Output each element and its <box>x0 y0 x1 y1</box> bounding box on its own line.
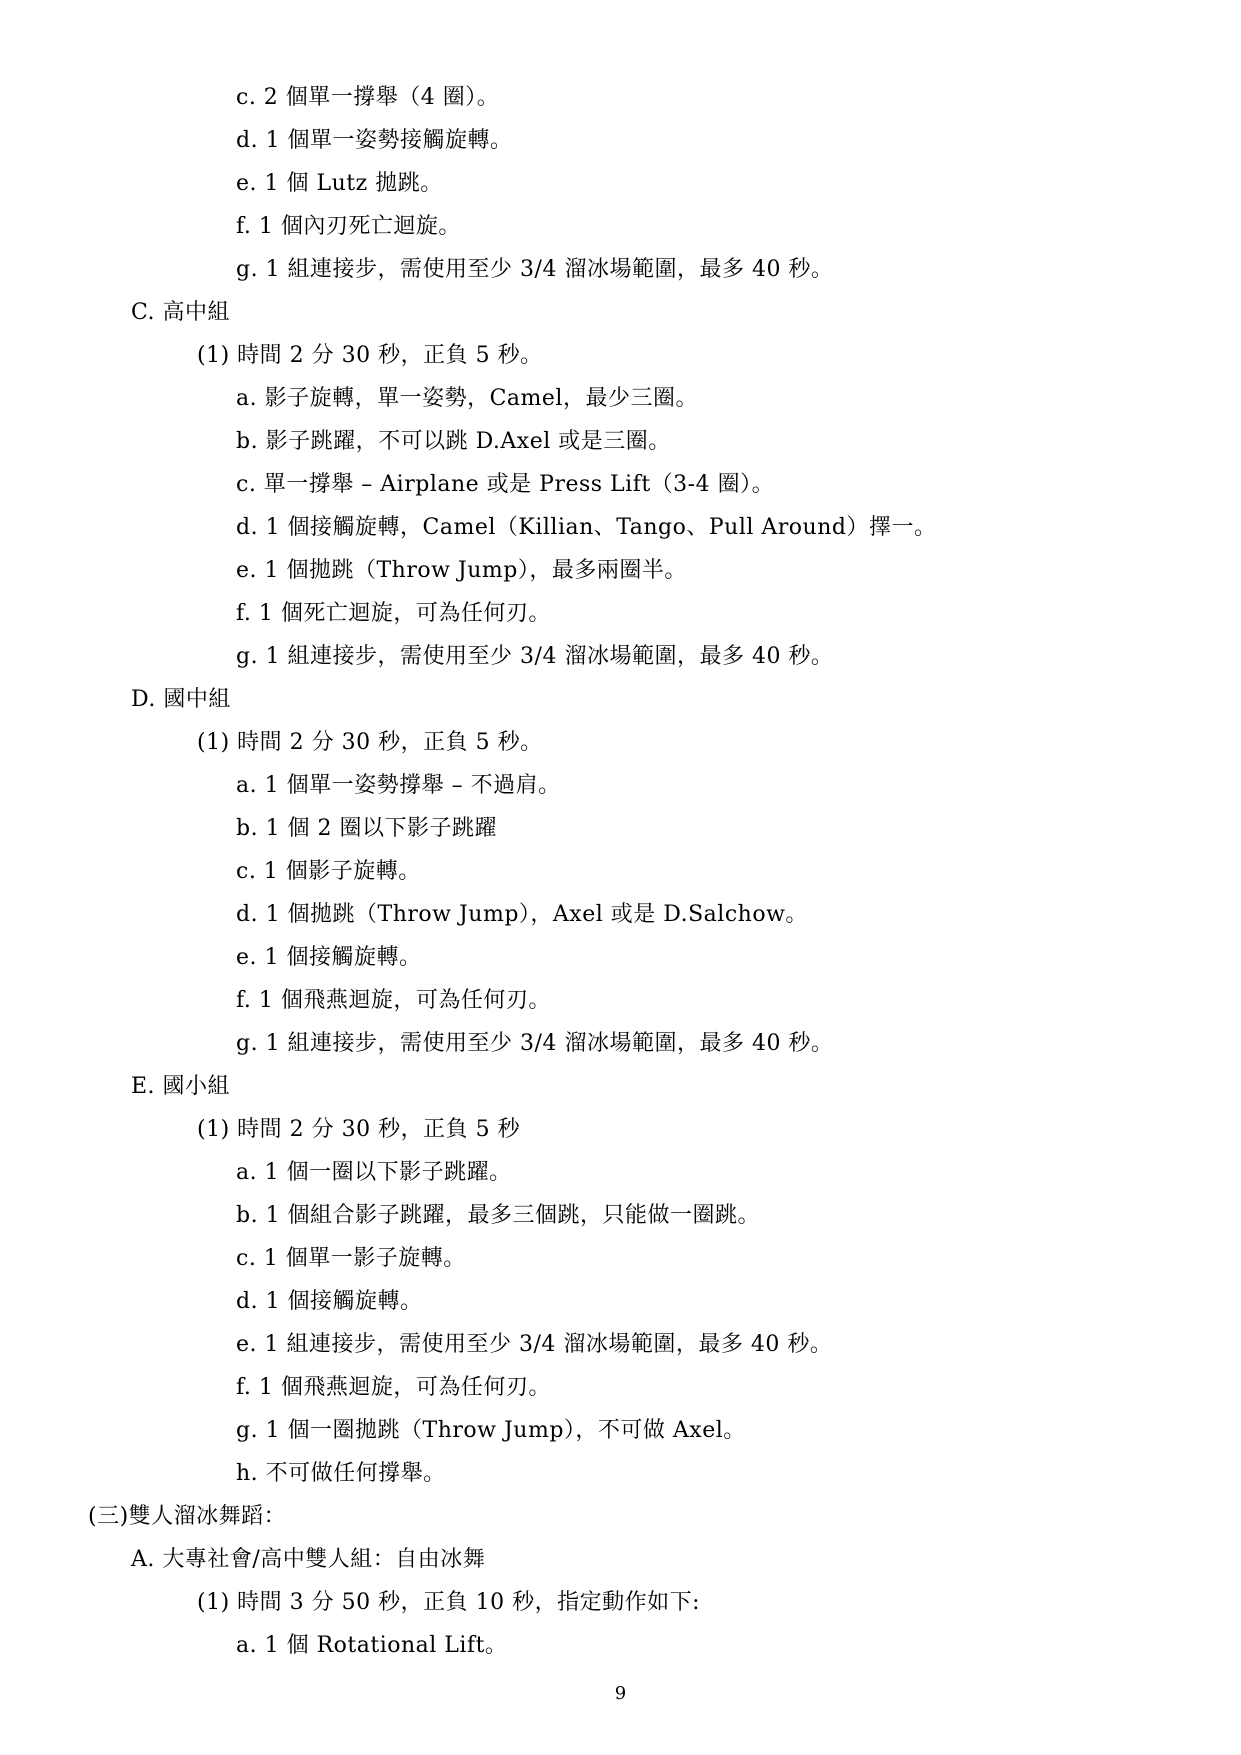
list-item: e. 1 個拋跳（Throw Jump），最多兩圈半。 <box>236 558 687 583</box>
list-item: c. 單一撐舉 – Airplane 或是 Press Lift（3-4 圈）。 <box>236 472 775 497</box>
list-item: e. 1 組連接步，需使用至少 3/4 溜冰場範圍，最多 40 秒。 <box>236 1332 833 1357</box>
list-item: a. 影子旋轉，單一姿勢，Camel，最少三圈。 <box>236 386 698 411</box>
list-item: a. 1 個單一姿勢撐舉 – 不過肩。 <box>236 773 561 798</box>
list-item: g. 1 組連接步，需使用至少 3/4 溜冰場範圍，最多 40 秒。 <box>236 644 834 669</box>
list-item: g. 1 組連接步，需使用至少 3/4 溜冰場範圍，最多 40 秒。 <box>236 1031 834 1056</box>
list-item: e. 1 個接觸旋轉。 <box>236 945 422 970</box>
list-item: b. 1 個組合影子跳躍，最多三個跳，只能做一圈跳。 <box>236 1203 761 1228</box>
list-item: b. 1 個 2 圈以下影子跳躍 <box>236 816 498 841</box>
list-item: f. 1 個內刃死亡迴旋。 <box>236 214 461 239</box>
list-item: f. 1 個飛燕迴旋，可為任何刃。 <box>236 1375 551 1400</box>
list-item: b. 影子跳躍，不可以跳 D.Axel 或是三圈。 <box>236 429 671 454</box>
subsection-heading: (1) 時間 2 分 30 秒，正負 5 秒 <box>197 1117 521 1142</box>
list-item: d. 1 個拋跳（Throw Jump），Axel 或是 D.Salchow。 <box>236 902 808 927</box>
list-item: a. 1 個一圈以下影子跳躍。 <box>236 1160 512 1185</box>
section-heading: E. 國小組 <box>131 1074 231 1099</box>
list-item: c. 2 個單一撐舉（4 圈）。 <box>236 85 500 110</box>
page-number: 9 <box>614 1683 627 1704</box>
list-item: d. 1 個接觸旋轉。 <box>236 1289 423 1314</box>
list-item: d. 1 個單一姿勢接觸旋轉。 <box>236 128 513 153</box>
list-item: h. 不可做任何撐舉。 <box>236 1461 446 1486</box>
list-item: c. 1 個影子旋轉。 <box>236 859 421 884</box>
list-item: f. 1 個死亡迴旋，可為任何刃。 <box>236 601 551 626</box>
section-heading: C. 高中組 <box>131 300 231 325</box>
list-item: f. 1 個飛燕迴旋，可為任何刃。 <box>236 988 551 1013</box>
subsection-heading: (1) 時間 3 分 50 秒，正負 10 秒，指定動作如下: <box>197 1590 701 1615</box>
chapter-heading: (三)雙人溜冰舞蹈： <box>88 1504 287 1529</box>
list-item: e. 1 個 Lutz 拋跳。 <box>236 171 443 196</box>
list-item: d. 1 個接觸旋轉，Camel（Killian、Tango、Pull Around）擇一。 <box>236 515 937 540</box>
subsection-heading: (1) 時間 2 分 30 秒，正負 5 秒。 <box>197 730 543 755</box>
section-heading: D. 國中組 <box>131 687 231 712</box>
list-item: g. 1 組連接步，需使用至少 3/4 溜冰場範圍，最多 40 秒。 <box>236 257 834 282</box>
list-item: c. 1 個單一影子旋轉。 <box>236 1246 466 1271</box>
section-heading: A. 大專社會/高中雙人組：自由冰舞 <box>131 1547 486 1572</box>
subsection-heading: (1) 時間 2 分 30 秒，正負 5 秒。 <box>197 343 543 368</box>
list-item: g. 1 個一圈拋跳（Throw Jump），不可做 Axel。 <box>236 1418 746 1443</box>
list-item: a. 1 個 Rotational Lift。 <box>236 1633 508 1658</box>
